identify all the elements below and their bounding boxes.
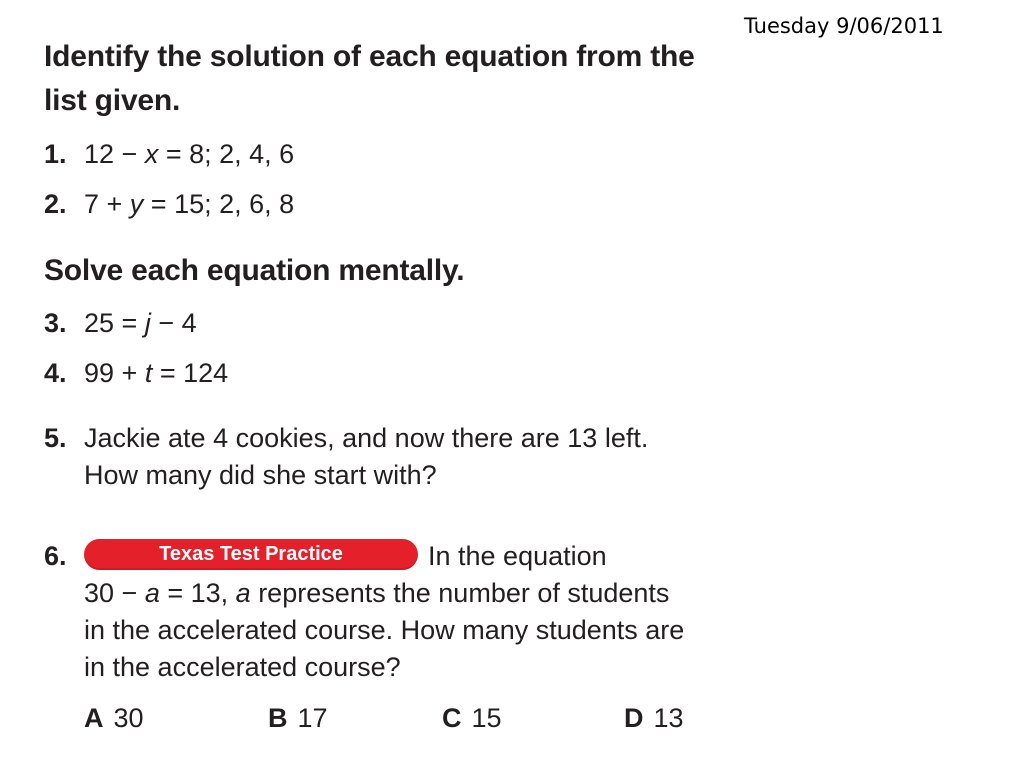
equation-part: = 13,: [159, 578, 236, 608]
equation-variable: a: [235, 578, 251, 608]
equation-part: 12 −: [84, 139, 145, 169]
problem-number: 4.: [44, 358, 67, 388]
problem-1: [44, 136, 294, 173]
texas-test-practice-badge: Texas Test Practice: [84, 539, 418, 570]
equation-variable: j: [144, 308, 151, 338]
choice-a: [84, 700, 144, 737]
choice-value: 30: [113, 703, 144, 733]
equation-part: = 15; 2, 6, 8: [143, 189, 295, 219]
choice-value: 13: [653, 703, 684, 733]
equation-variable: x: [144, 139, 159, 169]
choice-letter: A: [84, 703, 104, 733]
section-1-heading: [44, 35, 824, 123]
problem-number: 6.: [44, 541, 67, 571]
equation-part: 7 +: [84, 189, 130, 219]
problem-5-line1: Jackie ate 4 cookies, and now there are 13 left.: [84, 423, 649, 453]
problem-5: [44, 420, 648, 494]
choice-value: 15: [471, 703, 502, 733]
problem-number: 2.: [44, 189, 67, 219]
choice-c: [442, 700, 502, 737]
problem-2: [44, 186, 294, 223]
problem-number: 3.: [44, 308, 67, 338]
equation-part: represents the number of students: [250, 578, 670, 608]
equation-part: 30 −: [84, 578, 145, 608]
choice-value: 17: [297, 703, 328, 733]
problem-4: [44, 355, 228, 392]
section-1-heading-line1: Identify the solution of each equation from the: [44, 40, 695, 73]
equation-variable: a: [144, 578, 160, 608]
equation-part: = 124: [152, 358, 229, 388]
choice-letter: C: [442, 703, 462, 733]
equation-variable: y: [129, 189, 144, 219]
date-label: Tuesday 9/06/2011: [744, 14, 944, 38]
problem-3: [44, 305, 197, 342]
problem-5-line2: How many did she start with?: [84, 460, 437, 490]
problem-number: 5.: [44, 423, 67, 453]
problem-6-line2: [44, 578, 669, 608]
equation-part: = 8; 2, 4, 6: [158, 139, 295, 169]
problem-6: [44, 538, 684, 686]
choice-letter: B: [268, 703, 288, 733]
problem-6-line3: in the accelerated course. How many students are: [84, 615, 685, 645]
section-1-heading-line2: list given.: [44, 84, 181, 117]
equation-part: 25 =: [84, 308, 145, 338]
problem-number: 1.: [44, 139, 67, 169]
equation-part: 99 +: [84, 358, 145, 388]
equation-variable: t: [144, 358, 153, 388]
choice-letter: D: [624, 703, 644, 733]
problem-6-line4: in the accelerated course?: [84, 652, 401, 682]
choice-d: [624, 700, 684, 737]
problem-6-line1: In the equation: [428, 541, 607, 571]
equation-part: − 4: [150, 308, 197, 338]
choice-b: [268, 700, 328, 737]
section-2-heading: Solve each equation mentally.: [44, 254, 465, 287]
